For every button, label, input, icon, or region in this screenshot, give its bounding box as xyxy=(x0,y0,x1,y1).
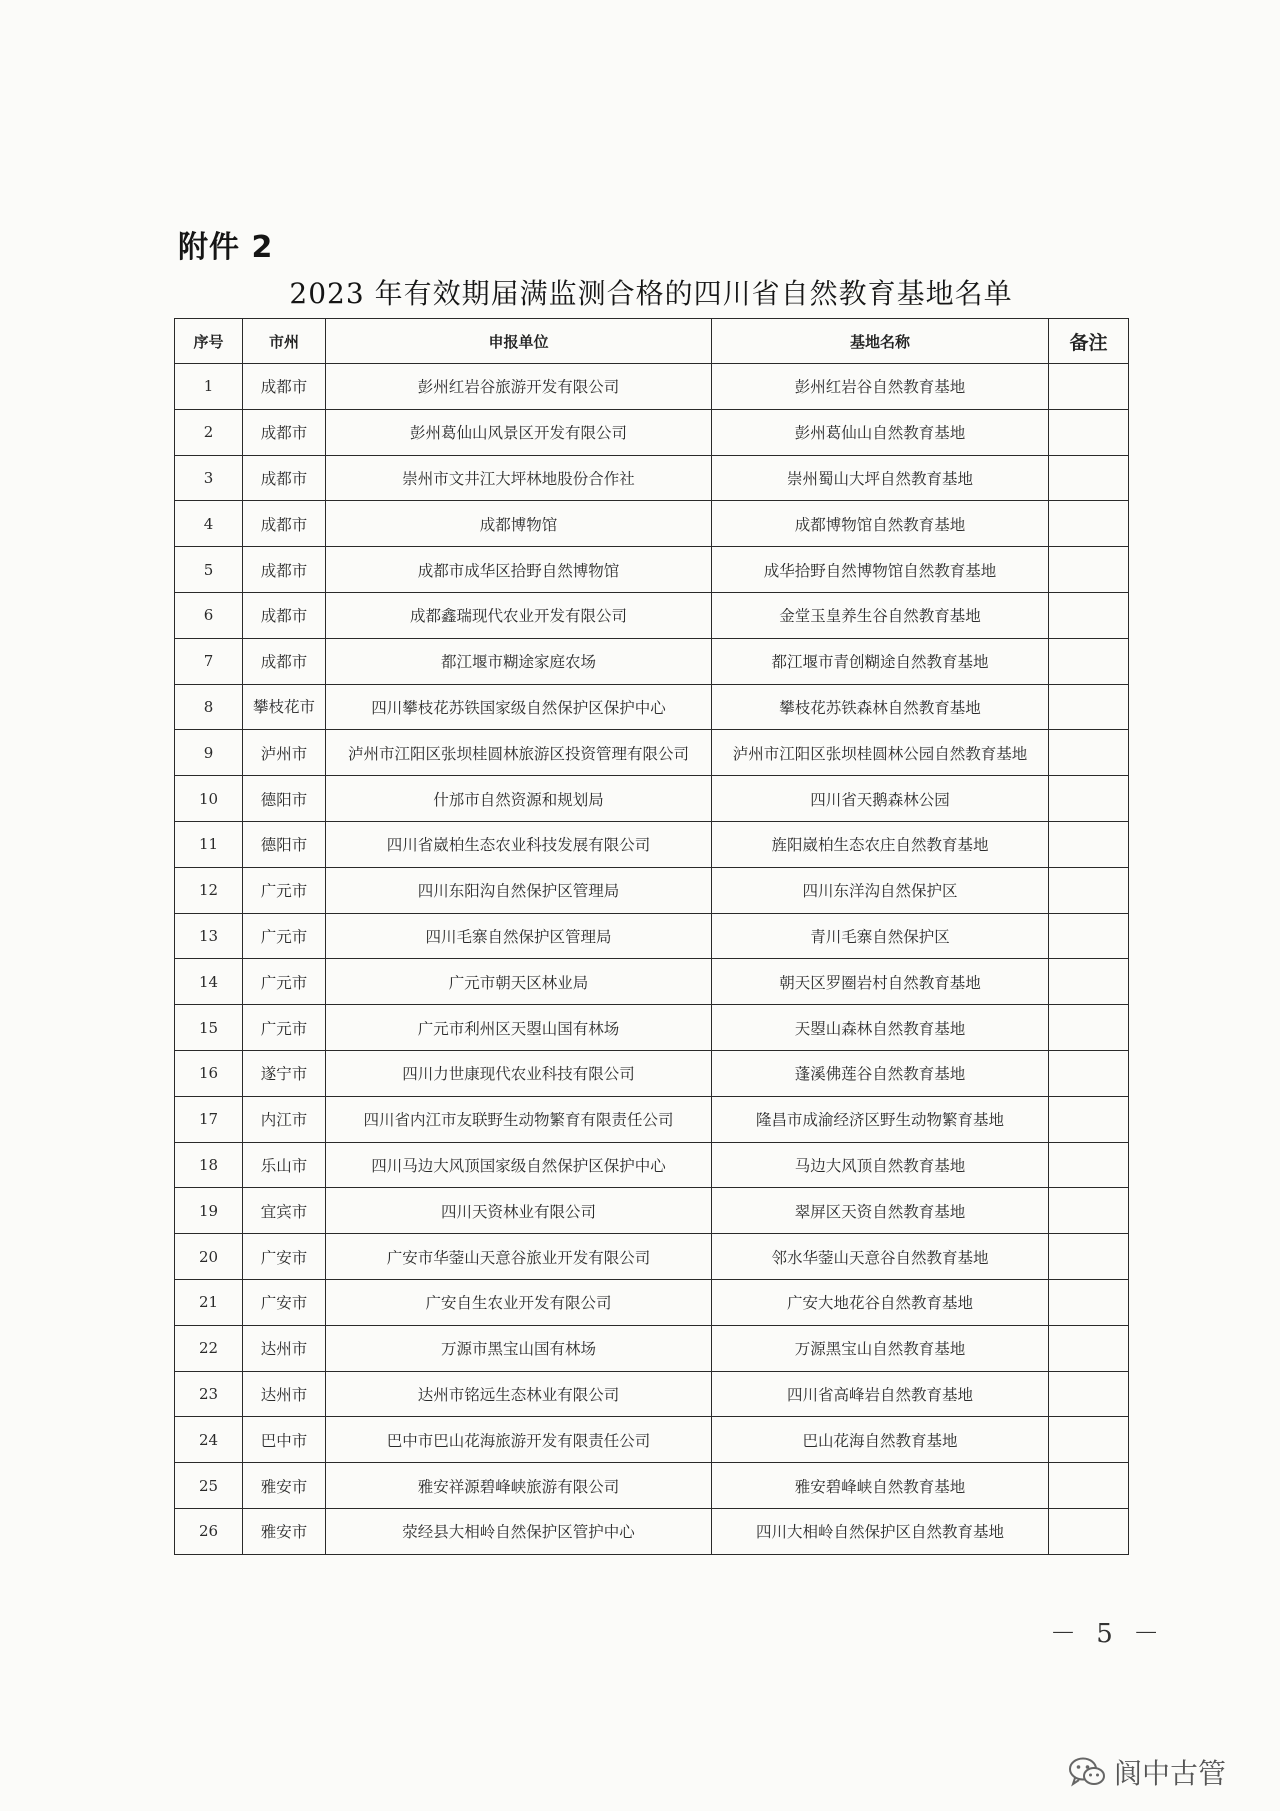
cell-remark xyxy=(1049,1325,1129,1371)
table-row xyxy=(175,1463,1129,1509)
cell-seq: 7 xyxy=(175,638,243,684)
cell-seq: 11 xyxy=(175,821,243,867)
table-body xyxy=(175,364,1129,1555)
cell-base: 四川东洋沟自然保护区 xyxy=(712,867,1049,913)
table-row xyxy=(175,821,1129,867)
cell-city: 成都市 xyxy=(243,364,326,410)
table-row xyxy=(175,592,1129,638)
cell-base: 成都博物馆自然教育基地 xyxy=(712,501,1049,547)
cell-remark xyxy=(1049,1508,1129,1554)
cell-base: 翠屏区天资自然教育基地 xyxy=(712,1188,1049,1234)
table-row xyxy=(175,638,1129,684)
table-row xyxy=(175,547,1129,593)
cell-seq: 6 xyxy=(175,592,243,638)
watermark-text: 阆中古管 xyxy=(1114,1757,1227,1790)
cell-city: 泸州市 xyxy=(243,730,326,776)
cell-unit: 泸州市江阳区张坝桂圆林旅游区投资管理有限公司 xyxy=(326,730,712,776)
table-row xyxy=(175,364,1129,410)
cell-remark xyxy=(1049,409,1129,455)
cell-base: 旌阳崴柏生态农庄自然教育基地 xyxy=(712,821,1049,867)
cell-remark xyxy=(1049,1005,1129,1051)
cell-city: 成都市 xyxy=(243,501,326,547)
cell-city: 广元市 xyxy=(243,959,326,1005)
table-row xyxy=(175,1325,1129,1371)
cell-unit: 广安自生农业开发有限公司 xyxy=(326,1279,712,1325)
cell-city: 成都市 xyxy=(243,638,326,684)
table-row xyxy=(175,1188,1129,1234)
cell-base: 马边大风顶自然教育基地 xyxy=(712,1142,1049,1188)
table-row xyxy=(175,776,1129,822)
cell-base: 崇州蜀山大坪自然教育基地 xyxy=(712,455,1049,501)
cell-city: 成都市 xyxy=(243,455,326,501)
cell-unit: 广安市华蓥山天意谷旅业开发有限公司 xyxy=(326,1234,712,1280)
cell-seq: 25 xyxy=(175,1463,243,1509)
cell-base: 蓬溪佛莲谷自然教育基地 xyxy=(712,1050,1049,1096)
cell-seq: 24 xyxy=(175,1417,243,1463)
cell-unit: 四川省内江市友联野生动物繁育有限责任公司 xyxy=(326,1096,712,1142)
cell-unit: 成都鑫瑞现代农业开发有限公司 xyxy=(326,592,712,638)
cell-remark xyxy=(1049,592,1129,638)
cell-city: 广安市 xyxy=(243,1234,326,1280)
cell-city: 攀枝花市 xyxy=(243,684,326,730)
cell-remark xyxy=(1049,1279,1129,1325)
cell-seq: 19 xyxy=(175,1188,243,1234)
cell-base: 朝天区罗圈岩村自然教育基地 xyxy=(712,959,1049,1005)
table-row xyxy=(175,1096,1129,1142)
cell-unit: 成都博物馆 xyxy=(326,501,712,547)
cell-remark xyxy=(1049,1463,1129,1509)
cell-remark xyxy=(1049,913,1129,959)
header-city: 市州 xyxy=(243,319,326,364)
cell-unit: 万源市黑宝山国有林场 xyxy=(326,1325,712,1371)
cell-unit: 荥经县大相岭自然保护区管护中心 xyxy=(326,1508,712,1554)
cell-base: 四川大相岭自然保护区自然教育基地 xyxy=(712,1508,1049,1554)
cell-city: 广元市 xyxy=(243,867,326,913)
cell-remark xyxy=(1049,1096,1129,1142)
cell-remark xyxy=(1049,684,1129,730)
cell-seq: 13 xyxy=(175,913,243,959)
cell-seq: 12 xyxy=(175,867,243,913)
cell-base: 天曌山森林自然教育基地 xyxy=(712,1005,1049,1051)
cell-remark xyxy=(1049,821,1129,867)
cell-seq: 18 xyxy=(175,1142,243,1188)
cell-seq: 9 xyxy=(175,730,243,776)
cell-seq: 17 xyxy=(175,1096,243,1142)
table-row xyxy=(175,730,1129,776)
cell-unit: 广元市利州区天曌山国有林场 xyxy=(326,1005,712,1051)
cell-city: 雅安市 xyxy=(243,1508,326,1554)
cell-seq: 23 xyxy=(175,1371,243,1417)
table-row xyxy=(175,1279,1129,1325)
watermark xyxy=(1068,1752,1226,1792)
page-number: － 5 － xyxy=(1050,1619,1166,1649)
cell-unit: 广元市朝天区林业局 xyxy=(326,959,712,1005)
cell-city: 广安市 xyxy=(243,1279,326,1325)
cell-remark xyxy=(1049,730,1129,776)
cell-city: 雅安市 xyxy=(243,1463,326,1509)
cell-remark xyxy=(1049,1050,1129,1096)
cell-city: 成都市 xyxy=(243,592,326,638)
cell-remark xyxy=(1049,1371,1129,1417)
cell-seq: 4 xyxy=(175,501,243,547)
header-remark: 备注 xyxy=(1049,319,1129,364)
cell-unit: 什邡市自然资源和规划局 xyxy=(326,776,712,822)
cell-base: 雅安碧峰峡自然教育基地 xyxy=(712,1463,1049,1509)
cell-base: 四川省天鹅森林公园 xyxy=(712,776,1049,822)
cell-unit: 成都市成华区拾野自然博物馆 xyxy=(326,547,712,593)
cell-unit: 雅安祥源碧峰峡旅游有限公司 xyxy=(326,1463,712,1509)
cell-base: 金堂玉皇养生谷自然教育基地 xyxy=(712,592,1049,638)
table-row xyxy=(175,1234,1129,1280)
cell-remark xyxy=(1049,455,1129,501)
table-row xyxy=(175,1142,1129,1188)
table-row xyxy=(175,1050,1129,1096)
cell-unit: 四川毛寨自然保护区管理局 xyxy=(326,913,712,959)
cell-city: 德阳市 xyxy=(243,821,326,867)
cell-base: 广安大地花谷自然教育基地 xyxy=(712,1279,1049,1325)
cell-city: 内江市 xyxy=(243,1096,326,1142)
cell-seq: 21 xyxy=(175,1279,243,1325)
cell-unit: 四川东阳沟自然保护区管理局 xyxy=(326,867,712,913)
cell-remark xyxy=(1049,364,1129,410)
cell-base: 彭州红岩谷自然教育基地 xyxy=(712,364,1049,410)
cell-remark xyxy=(1049,959,1129,1005)
cell-city: 广元市 xyxy=(243,1005,326,1051)
cell-unit: 达州市铭远生态林业有限公司 xyxy=(326,1371,712,1417)
cell-unit: 彭州葛仙山风景区开发有限公司 xyxy=(326,409,712,455)
cell-unit: 四川力世康现代农业科技有限公司 xyxy=(326,1050,712,1096)
cell-seq: 10 xyxy=(175,776,243,822)
cell-unit: 崇州市文井江大坪林地股份合作社 xyxy=(326,455,712,501)
base-list-table xyxy=(174,318,1129,1555)
cell-remark xyxy=(1049,1188,1129,1234)
table-row xyxy=(175,501,1129,547)
cell-seq: 26 xyxy=(175,1508,243,1554)
table-row xyxy=(175,1508,1129,1554)
cell-seq: 14 xyxy=(175,959,243,1005)
attachment-label: 附件 2 xyxy=(178,230,274,265)
table-row xyxy=(175,1417,1129,1463)
cell-base: 四川省高峰岩自然教育基地 xyxy=(712,1371,1049,1417)
cell-remark xyxy=(1049,547,1129,593)
cell-remark xyxy=(1049,1142,1129,1188)
cell-remark xyxy=(1049,638,1129,684)
cell-remark xyxy=(1049,1417,1129,1463)
header-seq: 序号 xyxy=(175,319,243,364)
cell-seq: 2 xyxy=(175,409,243,455)
cell-remark xyxy=(1049,776,1129,822)
cell-base: 成华拾野自然博物馆自然教育基地 xyxy=(712,547,1049,593)
cell-base: 巴山花海自然教育基地 xyxy=(712,1417,1049,1463)
cell-seq: 1 xyxy=(175,364,243,410)
table-row xyxy=(175,455,1129,501)
header-unit: 申报单位 xyxy=(326,319,712,364)
cell-base: 邻水华蓥山天意谷自然教育基地 xyxy=(712,1234,1049,1280)
cell-unit: 彭州红岩谷旅游开发有限公司 xyxy=(326,364,712,410)
cell-city: 达州市 xyxy=(243,1371,326,1417)
cell-base: 泸州市江阳区张坝桂圆林公园自然教育基地 xyxy=(712,730,1049,776)
cell-remark xyxy=(1049,501,1129,547)
cell-base: 彭州葛仙山自然教育基地 xyxy=(712,409,1049,455)
table-row xyxy=(175,867,1129,913)
cell-base: 攀枝花苏铁森林自然教育基地 xyxy=(712,684,1049,730)
cell-city: 遂宁市 xyxy=(243,1050,326,1096)
cell-seq: 3 xyxy=(175,455,243,501)
table-row xyxy=(175,913,1129,959)
cell-seq: 15 xyxy=(175,1005,243,1051)
cell-seq: 8 xyxy=(175,684,243,730)
cell-base: 青川毛寨自然保护区 xyxy=(712,913,1049,959)
table-row xyxy=(175,1371,1129,1417)
header-base: 基地名称 xyxy=(712,319,1049,364)
document-title: 2023 年有效期届满监测合格的四川省自然教育基地名单 xyxy=(289,277,1013,310)
cell-remark xyxy=(1049,867,1129,913)
table-row xyxy=(175,1005,1129,1051)
cell-city: 乐山市 xyxy=(243,1142,326,1188)
cell-base: 都江堰市青创糊途自然教育基地 xyxy=(712,638,1049,684)
cell-seq: 22 xyxy=(175,1325,243,1371)
cell-base: 万源黑宝山自然教育基地 xyxy=(712,1325,1049,1371)
cell-city: 巴中市 xyxy=(243,1417,326,1463)
cell-unit: 四川天资林业有限公司 xyxy=(326,1188,712,1234)
wechat-icon xyxy=(1068,1756,1106,1788)
table-row xyxy=(175,959,1129,1005)
cell-remark xyxy=(1049,1234,1129,1280)
cell-unit: 四川马边大风顶国家级自然保护区保护中心 xyxy=(326,1142,712,1188)
table-row xyxy=(175,409,1129,455)
cell-unit: 四川省崴柏生态农业科技发展有限公司 xyxy=(326,821,712,867)
cell-city: 成都市 xyxy=(243,409,326,455)
cell-base: 隆昌市成渝经济区野生动物繁育基地 xyxy=(712,1096,1049,1142)
cell-city: 宜宾市 xyxy=(243,1188,326,1234)
cell-city: 成都市 xyxy=(243,547,326,593)
base-list-table-container xyxy=(174,318,1128,1555)
cell-unit: 巴中市巴山花海旅游开发有限责任公司 xyxy=(326,1417,712,1463)
cell-city: 广元市 xyxy=(243,913,326,959)
cell-seq: 5 xyxy=(175,547,243,593)
cell-unit: 都江堰市糊途家庭农场 xyxy=(326,638,712,684)
cell-city: 达州市 xyxy=(243,1325,326,1371)
cell-seq: 20 xyxy=(175,1234,243,1280)
cell-unit: 四川攀枝花苏铁国家级自然保护区保护中心 xyxy=(326,684,712,730)
cell-seq: 16 xyxy=(175,1050,243,1096)
cell-city: 德阳市 xyxy=(243,776,326,822)
table-header-row xyxy=(175,319,1129,364)
table-row xyxy=(175,684,1129,730)
